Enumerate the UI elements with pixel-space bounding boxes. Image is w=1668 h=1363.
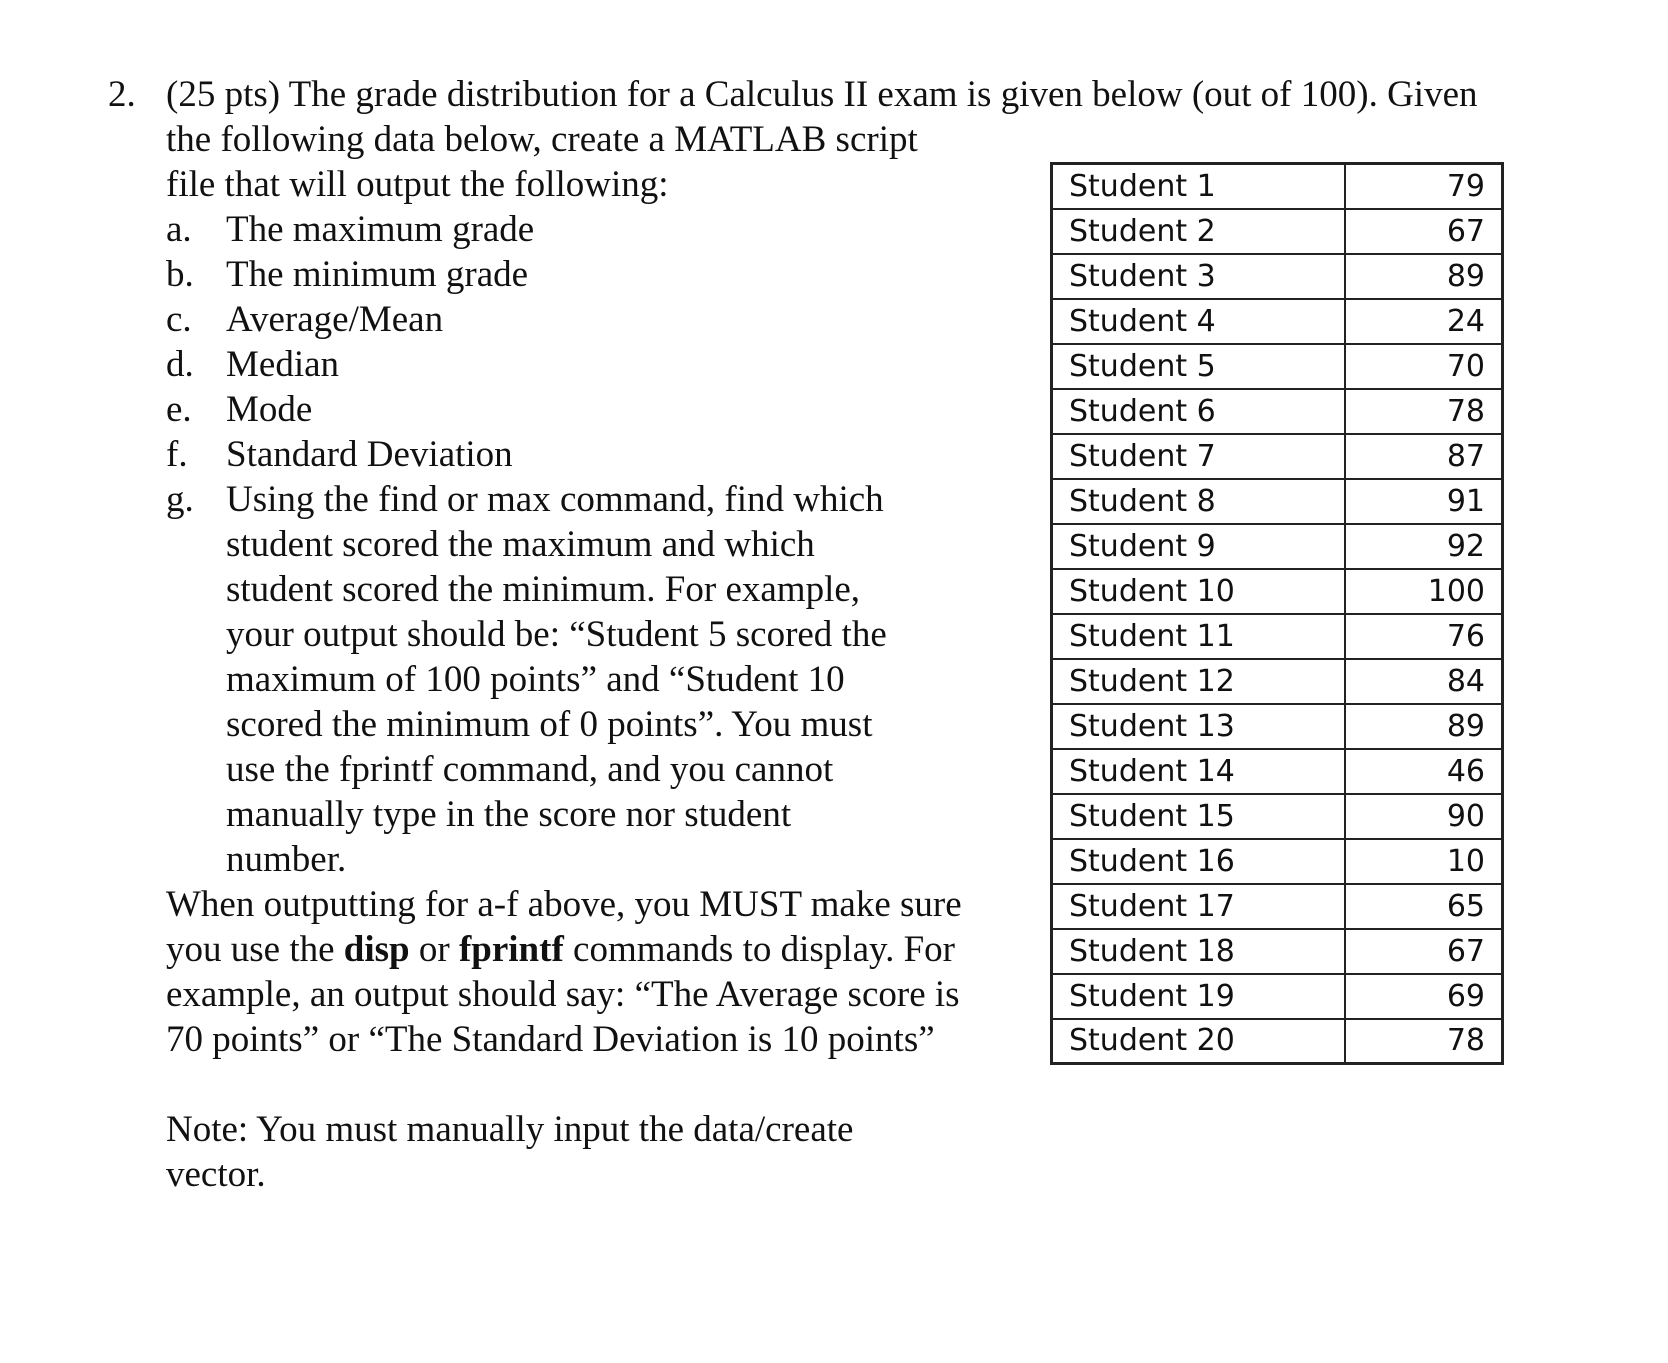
item-letter: g. xyxy=(166,479,194,520)
list-item-c xyxy=(108,297,986,342)
instruction-text: you use the xyxy=(166,929,344,970)
item-text: The minimum grade xyxy=(226,254,529,295)
instruction-line: When outputting for a-f above, you MUST make sure xyxy=(166,884,962,925)
note-line: Note: You must manually input the data/create xyxy=(166,1109,854,1150)
student-name-cell: Student 20 xyxy=(1052,1019,1345,1064)
student-score-cell: 70 xyxy=(1345,344,1503,389)
student-name-cell: Student 1 xyxy=(1052,164,1345,209)
student-score-cell: 91 xyxy=(1345,479,1503,524)
item-g-line: scored the minimum of 0 points”. You must xyxy=(226,704,873,745)
item-g-line: your output should be: “Student 5 scored the xyxy=(226,614,887,655)
student-score-cell: 100 xyxy=(1345,569,1503,614)
output-instructions xyxy=(166,882,1026,1062)
item-g-line: use the fprintf command, and you cannot xyxy=(226,749,834,790)
table-row xyxy=(1052,704,1503,749)
student-name-cell: Student 15 xyxy=(1052,794,1345,839)
item-g-line: student scored the minimum. For example, xyxy=(226,569,861,610)
table-row xyxy=(1052,974,1503,1019)
instruction-text: commands to display. For xyxy=(563,929,955,970)
student-score-cell: 84 xyxy=(1345,659,1503,704)
table-row xyxy=(1052,1019,1503,1064)
student-name-cell: Student 18 xyxy=(1052,929,1345,974)
instruction-line: 70 points” or “The Standard Deviation is 10 points” xyxy=(166,1019,935,1060)
student-score-cell: 67 xyxy=(1345,929,1503,974)
intro-line: (25 pts) The grade distribution for a Calculus II exam is given below (out of 100). Given xyxy=(166,74,1478,115)
student-name-cell: Student 17 xyxy=(1052,884,1345,929)
note-line: vector. xyxy=(166,1154,266,1195)
student-score-cell: 46 xyxy=(1345,749,1503,794)
list-item-e xyxy=(108,387,986,432)
instruction-line xyxy=(166,927,1026,972)
student-score-cell: 78 xyxy=(1345,389,1503,434)
student-name-cell: Student 10 xyxy=(1052,569,1345,614)
table-row xyxy=(1052,434,1503,479)
student-name-cell: Student 5 xyxy=(1052,344,1345,389)
table-row xyxy=(1052,254,1503,299)
list-item-b xyxy=(108,252,986,297)
student-score-cell: 79 xyxy=(1345,164,1503,209)
table-row xyxy=(1052,479,1503,524)
student-score-cell: 76 xyxy=(1345,614,1503,659)
fprintf-keyword: fprintf xyxy=(458,929,564,970)
table-row xyxy=(1052,929,1503,974)
intro-line: file that will output the following: xyxy=(166,164,669,205)
item-text: Average/Mean xyxy=(226,299,444,340)
item-text: Mode xyxy=(226,389,313,430)
item-letter: f. xyxy=(166,434,188,475)
table-row xyxy=(1052,389,1503,434)
item-text: Standard Deviation xyxy=(226,434,513,475)
intro-line: the following data below, create a MATLAB script xyxy=(166,119,918,160)
item-g-line: number. xyxy=(226,839,347,880)
table-row xyxy=(1052,524,1503,569)
item-letter: b. xyxy=(166,254,194,295)
item-g-line: Using the find or max command, find which xyxy=(226,479,884,520)
student-name-cell: Student 3 xyxy=(1052,254,1345,299)
question-number: 2. xyxy=(108,74,136,115)
student-score-cell: 24 xyxy=(1345,299,1503,344)
instruction-text: or xyxy=(409,929,459,970)
student-name-cell: Student 8 xyxy=(1052,479,1345,524)
item-letter: d. xyxy=(166,344,194,385)
student-score-cell: 65 xyxy=(1345,884,1503,929)
student-name-cell: Student 2 xyxy=(1052,209,1345,254)
student-name-cell: Student 13 xyxy=(1052,704,1345,749)
list-item-d xyxy=(108,342,986,387)
item-text xyxy=(226,477,966,882)
student-score-cell: 69 xyxy=(1345,974,1503,1019)
table-row xyxy=(1052,839,1503,884)
instruction-line: example, an output should say: “The Average score is xyxy=(166,974,960,1015)
student-name-cell: Student 12 xyxy=(1052,659,1345,704)
student-name-cell: Student 4 xyxy=(1052,299,1345,344)
student-score-cell: 87 xyxy=(1345,434,1503,479)
student-score-cell: 78 xyxy=(1345,1019,1503,1064)
item-letter: c. xyxy=(166,299,192,340)
table-row xyxy=(1052,299,1503,344)
student-name-cell: Student 7 xyxy=(1052,434,1345,479)
table-row xyxy=(1052,884,1503,929)
item-text: The maximum grade xyxy=(226,209,535,250)
student-score-cell: 10 xyxy=(1345,839,1503,884)
table-row xyxy=(1052,569,1503,614)
item-g-line: maximum of 100 points” and “Student 10 xyxy=(226,659,845,700)
student-score-cell: 89 xyxy=(1345,704,1503,749)
note xyxy=(166,1107,1026,1197)
table-row xyxy=(1052,209,1503,254)
list-item-a xyxy=(108,207,986,252)
item-g-line: manually type in the score nor student xyxy=(226,794,792,835)
student-name-cell: Student 16 xyxy=(1052,839,1345,884)
table-row xyxy=(1052,749,1503,794)
student-name-cell: Student 11 xyxy=(1052,614,1345,659)
list-item-g xyxy=(108,477,986,882)
student-score-cell: 89 xyxy=(1345,254,1503,299)
item-g-line: student scored the maximum and which xyxy=(226,524,815,565)
student-name-cell: Student 6 xyxy=(1052,389,1345,434)
student-name-cell: Student 9 xyxy=(1052,524,1345,569)
grades-table xyxy=(1050,162,1504,1065)
table-row xyxy=(1052,794,1503,839)
grades-table-body xyxy=(1052,164,1503,1064)
table-row xyxy=(1052,344,1503,389)
item-letter: a. xyxy=(166,209,192,250)
table-row xyxy=(1052,614,1503,659)
list-item-f xyxy=(108,432,986,477)
student-name-cell: Student 19 xyxy=(1052,974,1345,1019)
table-row xyxy=(1052,659,1503,704)
student-score-cell: 92 xyxy=(1345,524,1503,569)
disp-keyword: disp xyxy=(343,929,410,970)
student-score-cell: 90 xyxy=(1345,794,1503,839)
table-row xyxy=(1052,164,1503,209)
item-letter: e. xyxy=(166,389,192,430)
item-text: Median xyxy=(226,344,340,385)
student-score-cell: 67 xyxy=(1345,209,1503,254)
student-name-cell: Student 14 xyxy=(1052,749,1345,794)
